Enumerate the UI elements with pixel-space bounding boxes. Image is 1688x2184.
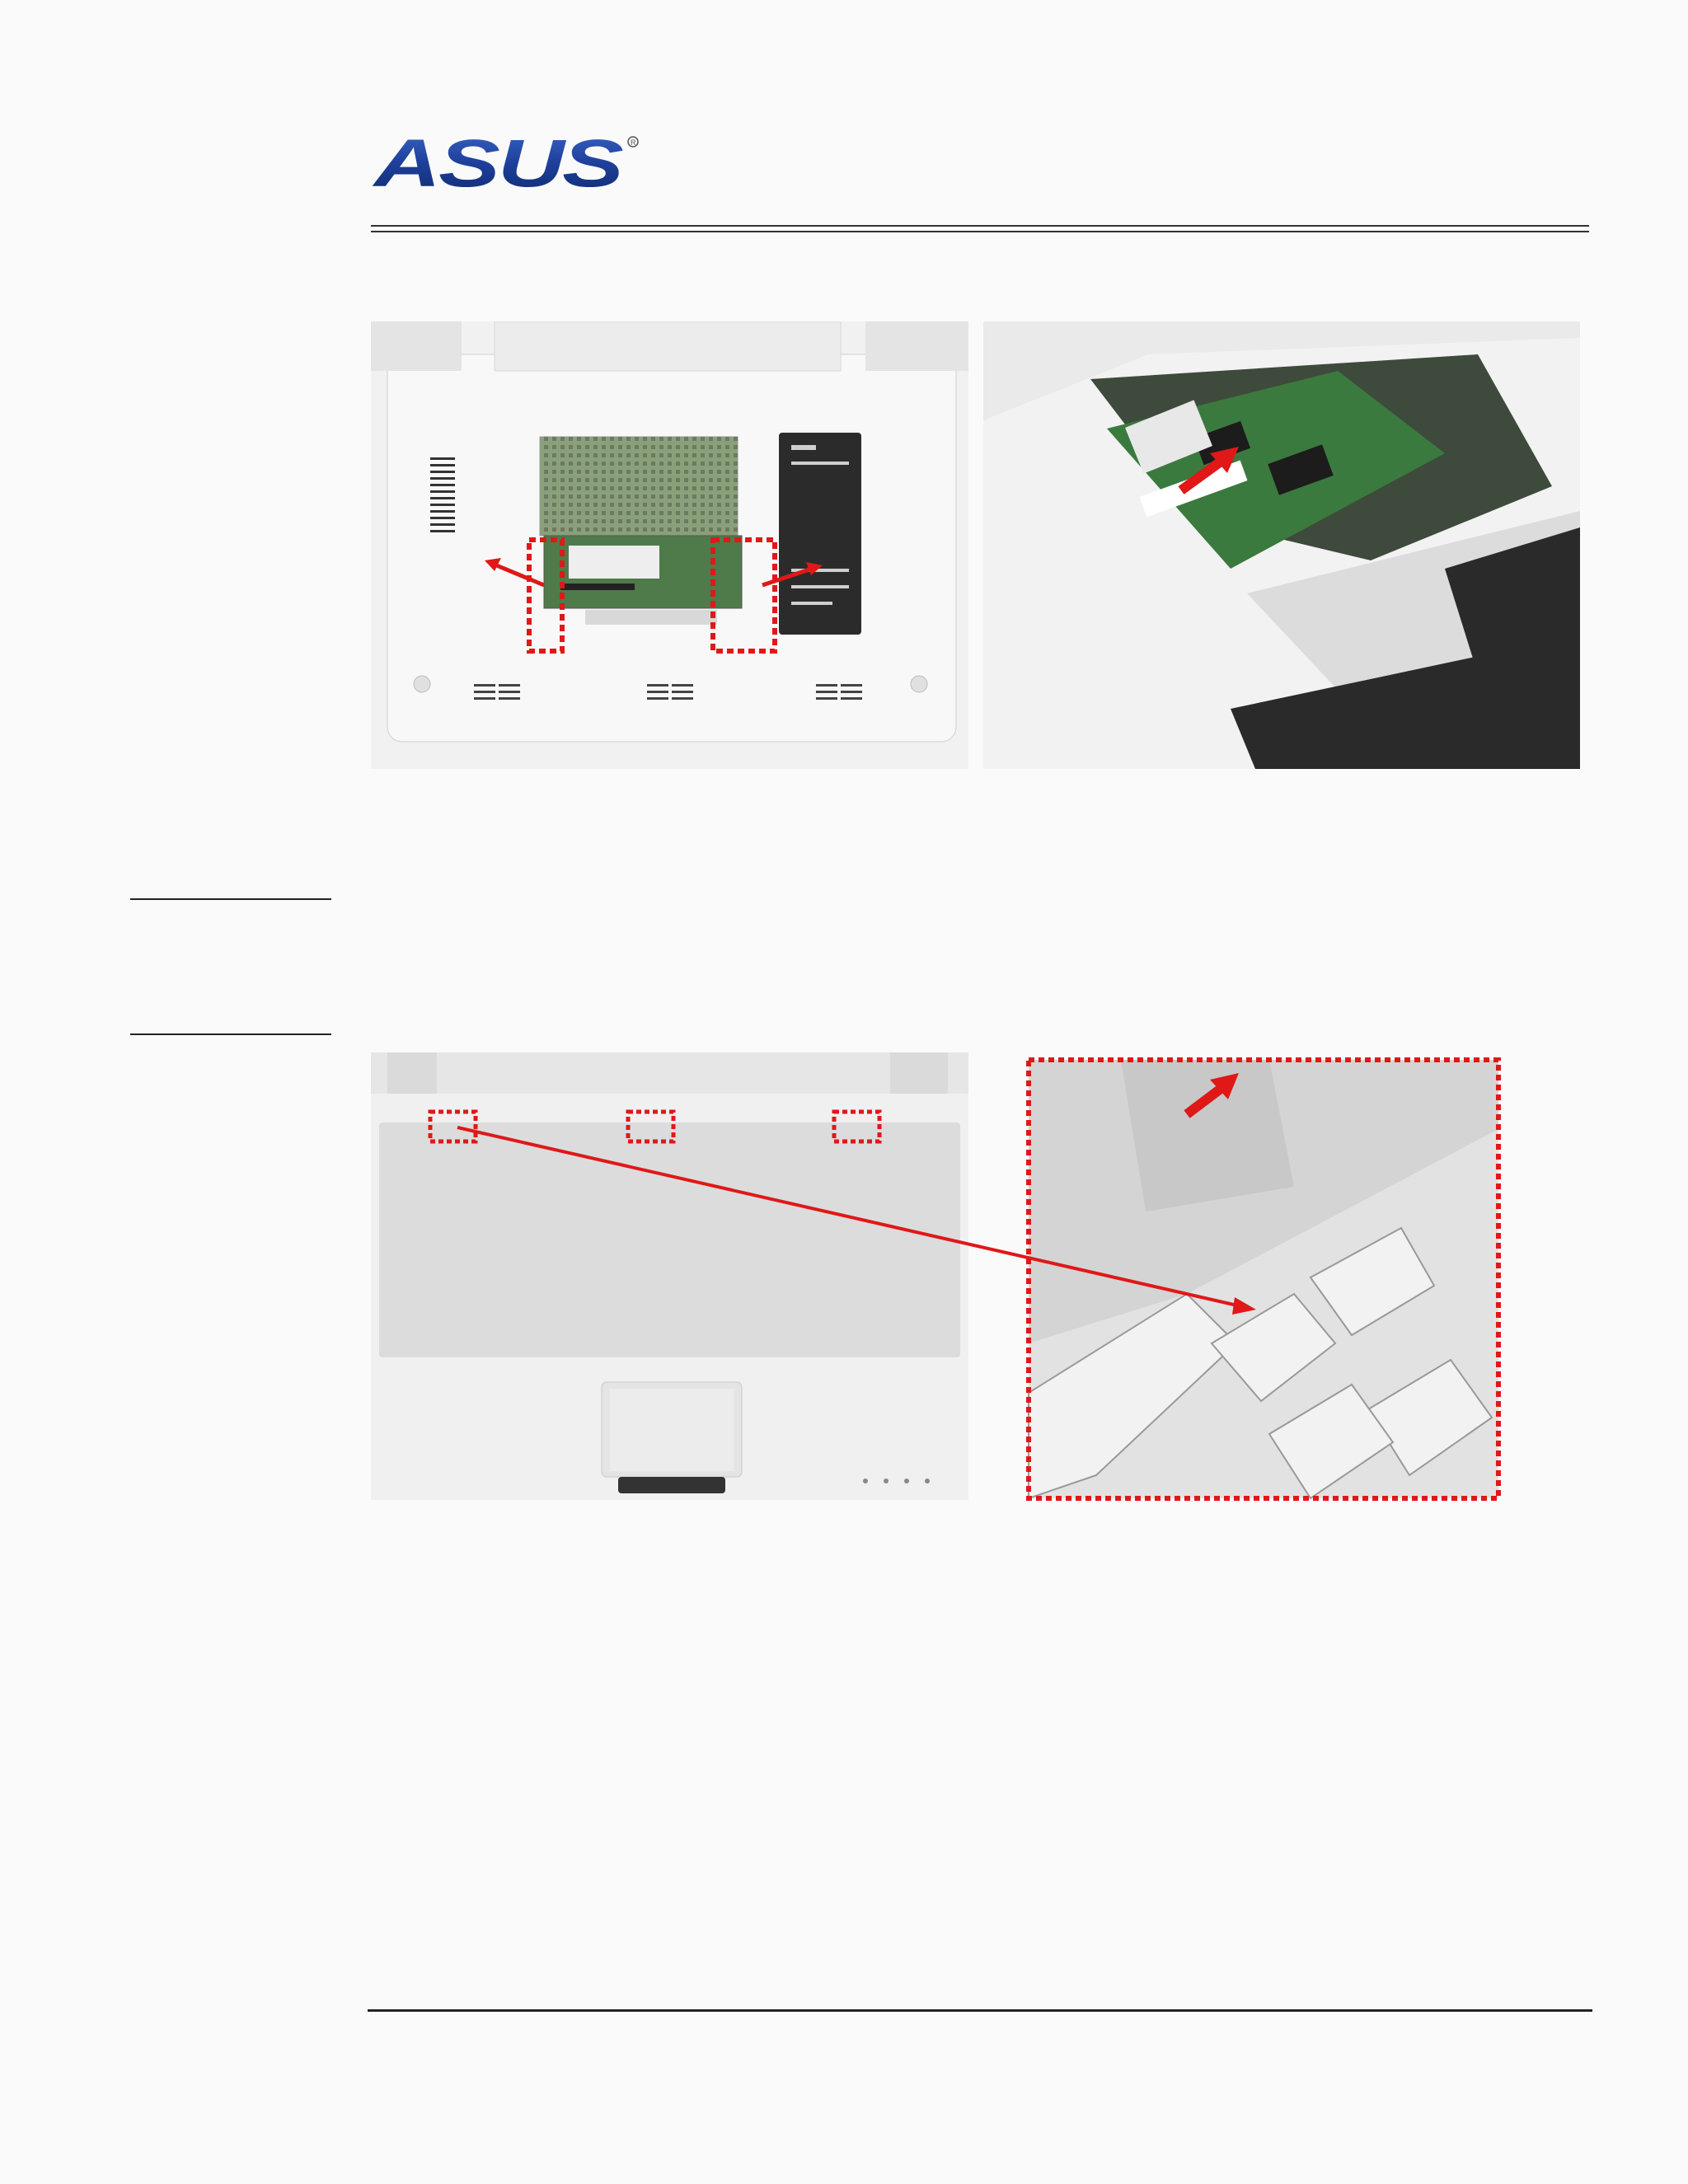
footer-divider: [368, 2009, 1592, 2012]
svg-text:R: R: [631, 138, 636, 147]
sidebar-bottom-rule: [130, 1033, 331, 1035]
svg-text:ASUS: ASUS: [372, 130, 623, 196]
photo-memory-module-closeup: [983, 321, 1580, 769]
section-sidebar-label: [130, 898, 331, 1035]
photo-latch-closeup: [1022, 1047, 1505, 1505]
sidebar-word: [130, 944, 331, 989]
photo-keyboard-latches: [371, 1052, 968, 1500]
sidebar-word: [130, 900, 331, 944]
header-divider: [371, 224, 1589, 234]
asus-logo: [371, 130, 643, 196]
sidebar-word: [130, 989, 331, 1033]
photo-laptop-bottom-memory-latches: [371, 321, 968, 769]
